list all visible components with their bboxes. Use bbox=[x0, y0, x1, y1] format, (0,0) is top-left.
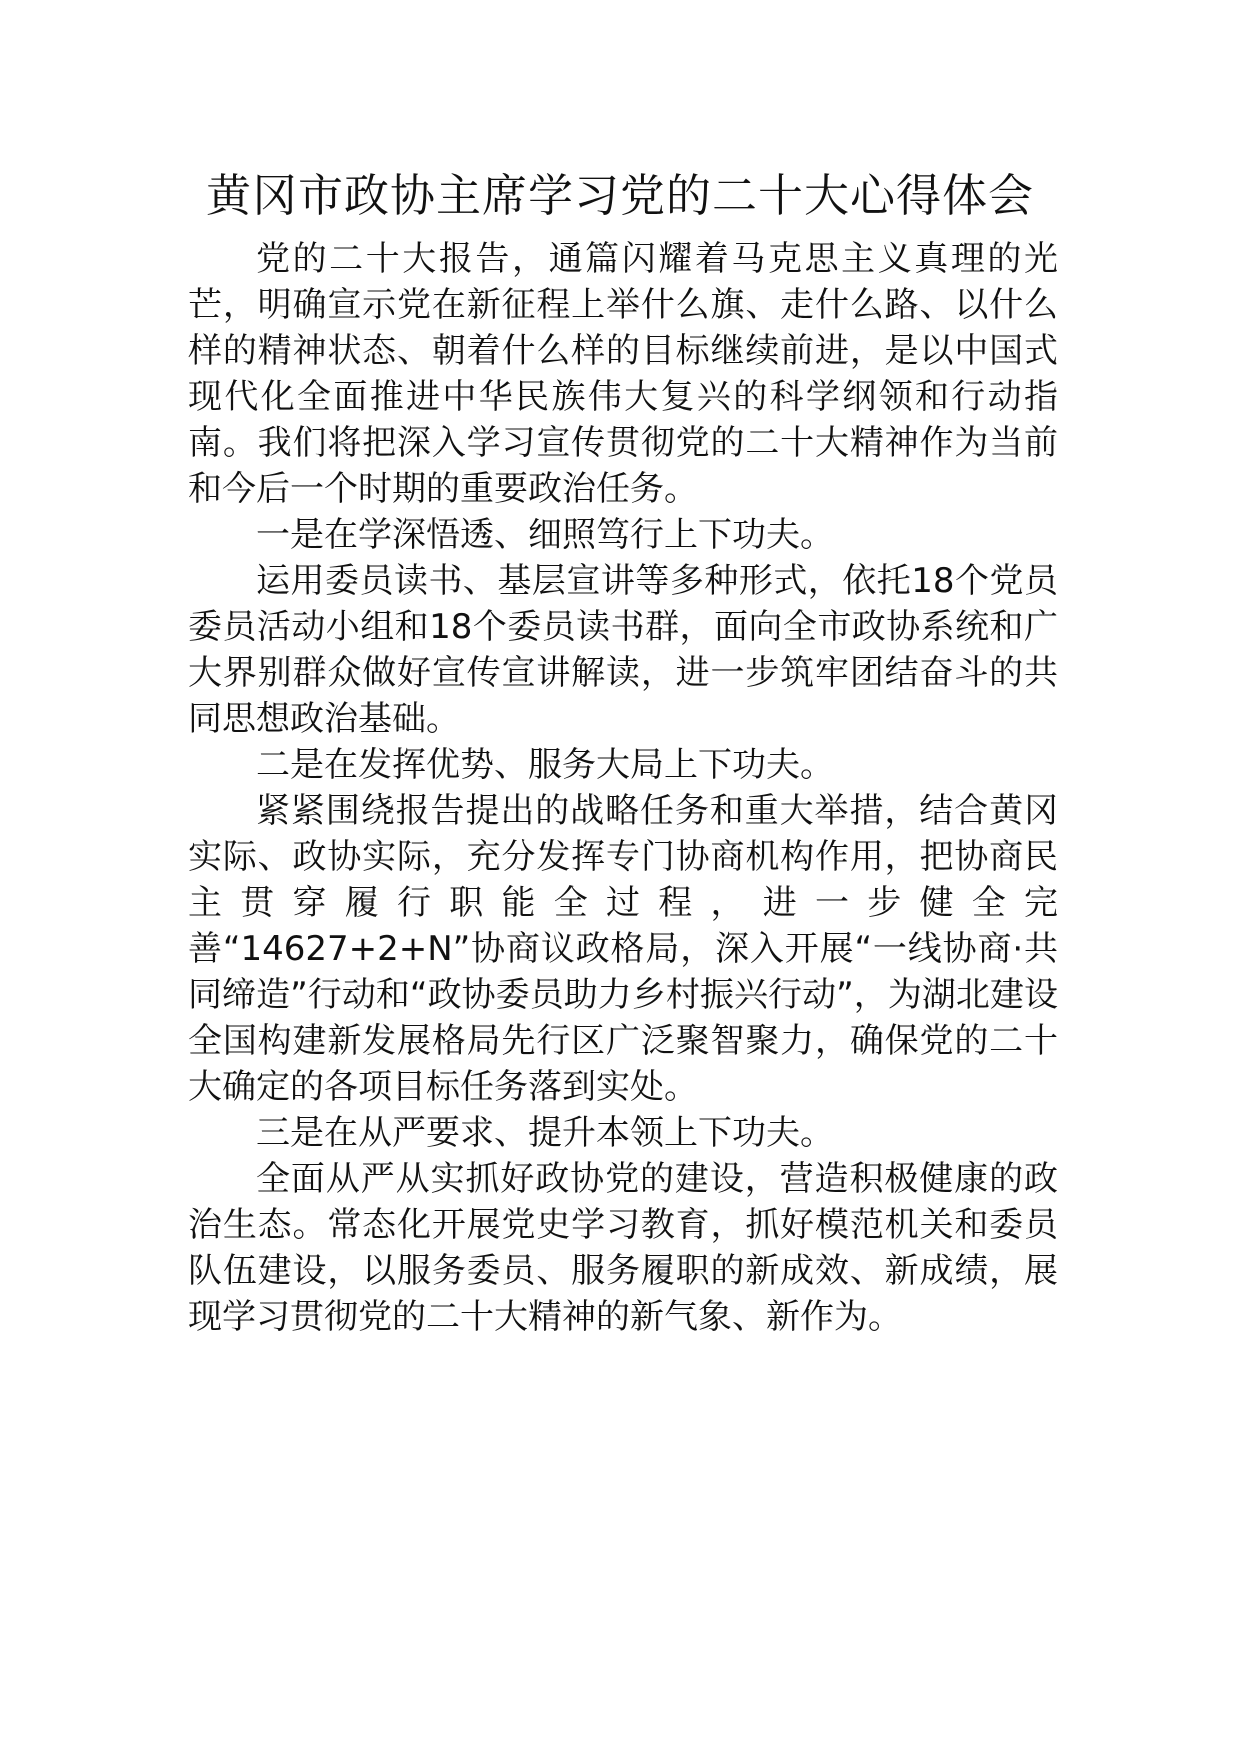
section-heading-3: 三是在从严要求、提升本领上下功夫。 bbox=[256, 1113, 834, 1153]
section-heading-2: 二是在发挥优势、服务大局上下功夫。 bbox=[256, 745, 834, 785]
section-paragraph-3: 全面从严从实抓好政协党的建设，营造积极健康的政治生态。常态化开展党史学习教育，抓好模范机关和委员队伍建设，以服务委员、服务履职的新成效、新成绩，展现学习贯彻党的二十大精神的新气象、新作为。 bbox=[188, 1159, 1058, 1337]
section-heading-1: 一是在学深悟透、细照笃行上下功夫。 bbox=[256, 515, 834, 555]
section-paragraph-1: 运用委员读书、基层宣讲等多种形式，依托18个党员委员活动小组和18个委员读书群，面向全市政协系统和广大界别群众做好宣传宣讲解读，进一步筑牢团结奋斗的共同思想政治基础。 bbox=[188, 561, 1058, 739]
document-body bbox=[188, 236, 1058, 1340]
page-title: 黄冈市政协主席学习党的二十大心得体会 bbox=[205, 169, 1034, 222]
intro-paragraph: 党的二十大报告，通篇闪耀着马克思主义真理的光芒，明确宣示党在新征程上举什么旗、走什么路、以什么样的精神状态、朝着什么样的目标继续前进，是以中国式现代化全面推进中华民族伟大复兴的科学纲领和行动指南。我们将把深入学习宣传贯彻党的二十大精神作为当前和今后一个时期的重要政治任务。 bbox=[188, 239, 1058, 509]
section-paragraph-2: 紧紧围绕报告提出的战略任务和重大举措，结合黄冈实际、政协实际，充分发挥专门协商机构作用，把协商民主贯穿履行职能全过程，进一步健全完善“14627+2+N”协商议政格局，深入开展“一线协商·共同缔造”行动和“政协委员助力乡村振兴行动”，为湖北建设全国构建新发展格局先行区广泛聚智聚力，确保党的二十大确定的各项目标任务落到实处。 bbox=[188, 791, 1058, 1107]
